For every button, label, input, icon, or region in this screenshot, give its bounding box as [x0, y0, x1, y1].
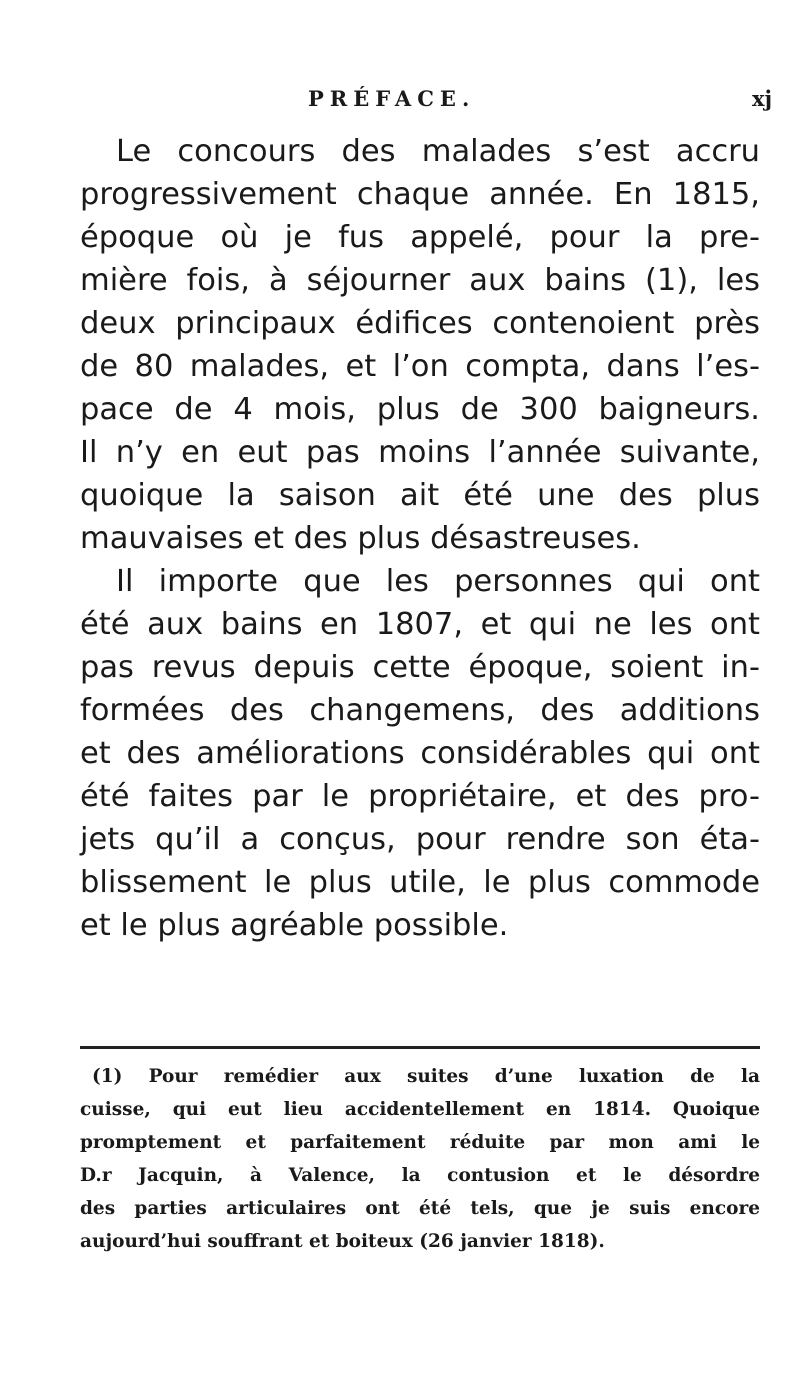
text-line: blissement le plus utile, le plus commode — [80, 865, 760, 900]
text-line: été aux bains en 1807, et qui ne les ont — [80, 607, 760, 642]
text-line: été faites par le propriétaire, et des pro- — [80, 779, 760, 814]
text-line: Le concours des malades s’est accru — [116, 134, 760, 169]
text-line: mière fois, à séjourner aux bains (1), les — [80, 263, 760, 298]
footnote-line: cuisse, qui eut lieu accidentellement en 1814. Quoique — [80, 1099, 760, 1120]
main-text — [80, 130, 760, 947]
footnote-divider — [80, 1046, 760, 1049]
footnote — [80, 1060, 760, 1258]
text-line: de 80 malades, et l’on compta, dans l’es- — [80, 349, 760, 384]
text-line: époque où je fus appelé, pour la pre- — [80, 220, 760, 255]
text-line: progressivement chaque année. En 1815, — [80, 177, 760, 212]
text-line: quoique la saison ait été une des plus — [80, 478, 760, 513]
text-line: formées des changemens, des additions — [80, 693, 760, 728]
text-line: jets qu’il a conçus, pour rendre son éta- — [80, 822, 760, 857]
text-line: et le plus agréable possible. — [80, 908, 509, 943]
footnote-line: D.r Jacquin, à Valence, la contusion et le désordre — [80, 1165, 760, 1186]
text-line: pas revus depuis cette époque, soient in- — [80, 650, 760, 685]
text-line: Il importe que les personnes qui ont — [116, 564, 760, 599]
footnote-line: aujourd’hui souffrant et boiteux (26 janvier 1818). — [80, 1231, 605, 1252]
page-number: xj — [752, 86, 773, 111]
text-line: mauvaises et des plus désastreuses. — [80, 521, 641, 556]
text-line: deux principaux édifices contenoient près — [80, 306, 760, 341]
footnote-line: des parties articulaires ont été tels, que je suis encore — [80, 1198, 760, 1219]
footnote-line: (1) Pour remédier aux suites d’une luxation de la — [92, 1066, 760, 1087]
text-line: et des améliorations considérables qui ont — [80, 736, 760, 771]
text-line: Il n’y en eut pas moins l’année suivante, — [80, 435, 760, 470]
footnote-line: promptement et parfaitement réduite par mon ami le — [80, 1132, 760, 1153]
page-header — [0, 80, 800, 120]
text-line: pace de 4 mois, plus de 300 baigneurs. — [80, 392, 760, 427]
running-title: PRÉFACE. — [308, 86, 476, 111]
